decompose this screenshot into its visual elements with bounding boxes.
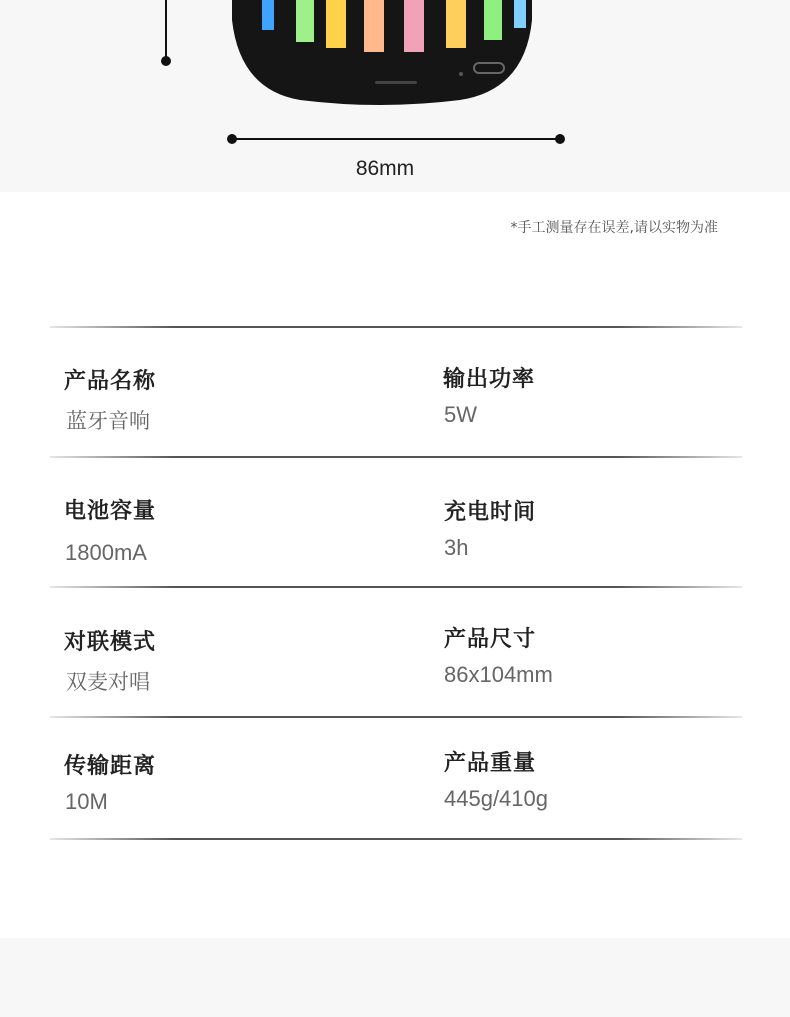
divider-row-3 (50, 716, 742, 718)
indicator-dot (459, 72, 463, 76)
spec-name-product-weight: 产品重量 (444, 751, 537, 776)
spec-name-charging-time: 充电时间 (444, 500, 537, 525)
divider-bottom (50, 838, 742, 840)
light-bar (484, 0, 502, 40)
light-bar (514, 0, 526, 28)
spec-value-pairing-mode: 双麦对唱 (66, 670, 150, 694)
spec-value-product-weight: 445g/410g (444, 786, 548, 811)
width-dimension-end (555, 134, 565, 144)
spec-value-transmission-range: 10M (65, 789, 108, 814)
spec-name-pairing-mode: 对联模式 (64, 630, 157, 655)
light-bar (296, 0, 314, 42)
spec-value-product-size: 86x104mm (444, 662, 553, 687)
light-bar (364, 0, 384, 52)
spec-value-product-name: 蓝牙音响 (66, 409, 150, 433)
light-bar (326, 0, 346, 48)
spec-value-output-power: 5W (444, 402, 477, 427)
spec-value-battery-capacity: 1800mA (65, 540, 147, 565)
light-bar (446, 0, 466, 48)
spec-name-battery-capacity: 电池容量 (64, 499, 157, 524)
light-bar (262, 0, 274, 30)
divider-row-1 (50, 456, 742, 458)
spec-name-product-name: 产品名称 (64, 369, 157, 394)
spec-name-output-power: 输出功率 (443, 367, 536, 392)
bottom-background (0, 938, 790, 1017)
measurement-note: *手工测量存在误差,请以实物为准 (510, 220, 718, 236)
vent-slot (375, 81, 417, 84)
divider-top (50, 326, 742, 328)
divider-row-2 (50, 586, 742, 588)
width-dimension-label: 86mm (355, 157, 415, 180)
spec-name-transmission-range: 传输距离 (64, 754, 157, 779)
spec-value-charging-time: 3h (444, 535, 469, 560)
width-dimension-start (227, 134, 237, 144)
light-bar (404, 0, 424, 52)
spec-name-product-size: 产品尺寸 (444, 627, 537, 652)
height-dimension-end (161, 56, 171, 66)
